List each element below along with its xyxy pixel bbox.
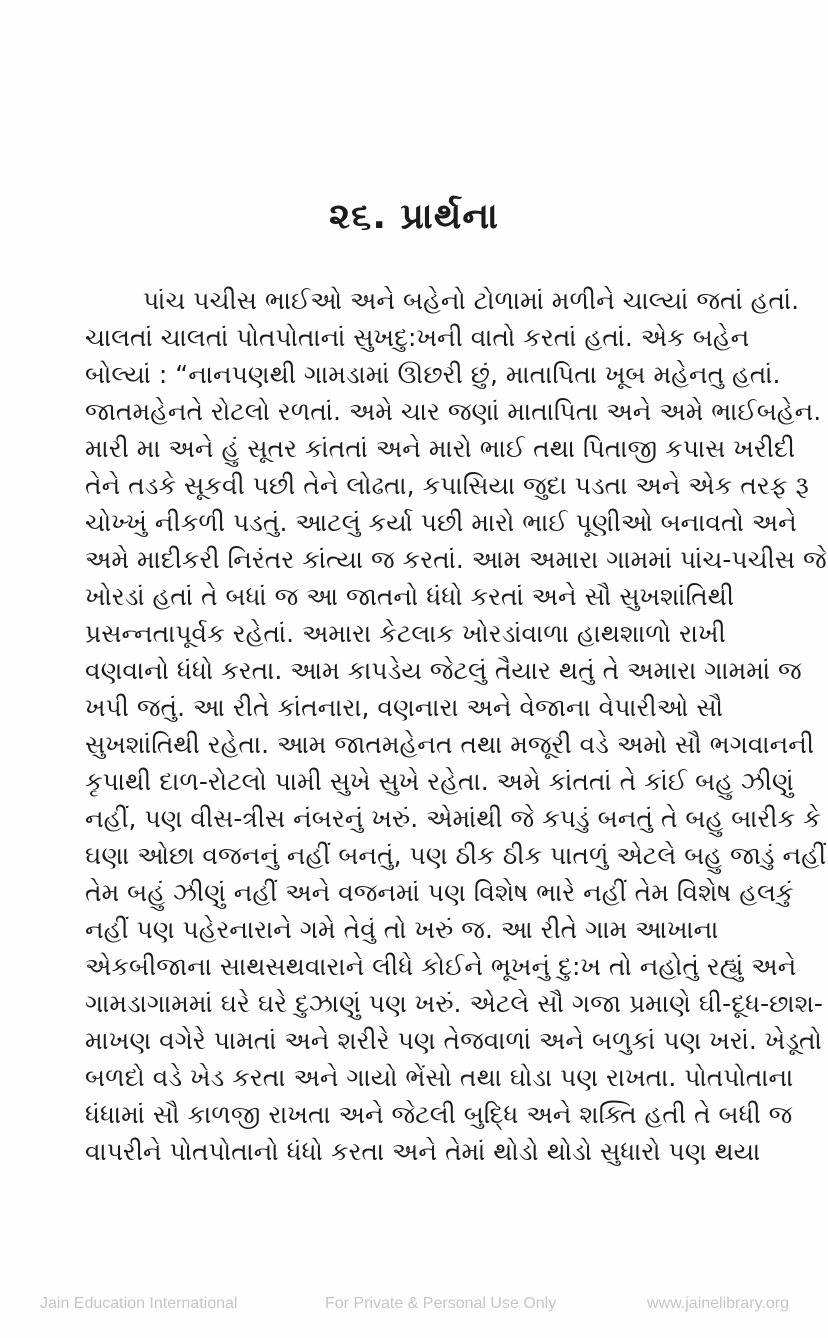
body-line: માખણ વગેરે પામતાં અને શરીરે પણ તેજવાળાં અને બળુકાં પણ ખરાં. ખેડૂતો [85, 1026, 822, 1055]
body-line: બળદો વડે ખેડ કરતા અને ગાયો ભેંસો તથા ઘોડા પણ રાખતા. પોતપોતાના [85, 1063, 794, 1092]
body-line: ધંધામાં સૌ કાળજી રાખતા અને જેટલી બુદ્ધિ અને શક્તિ હતી તે બધી જ [85, 1100, 793, 1129]
body-line: ખપી જતું. આ રીતે કાંતનારા, વણનારા અને વેજાના વેપારીઓ સૌ [85, 693, 724, 722]
body-line: નહીં, પણ વીસ-ત્રીસ નંબરનું ખરું. એમાંથી જે કપડું બનતું તે બહુ બારીક કે [85, 804, 821, 833]
body-line: પ્રસન્નતાપૂર્વક રહેતાં. અમારા કેટલાક ખોરડાંવાળા હાથશાળો રાખી [85, 619, 726, 648]
body-line: વણવાનો ધંધો કરતા. આમ કાપડેય જેટલું તૈયાર થતું તે અમારા ગામમાં જ [85, 656, 802, 685]
body-line: જાતમહેનતે રોટલો રળતાં. અમે ચાર જણાં માતાપિતા અને અમે ભાઈબહેન. [85, 397, 822, 426]
body-line: ચોખ્ખું નીકળી પડતું. આટલું કર્યા પછી મારો ભાઈ પૂણીઓ બનાવતો અને [85, 508, 797, 537]
footer-usage-notice: For Private & Personal Use Only [325, 1295, 557, 1312]
body-line: તેને તડકે સૂકવી પછી તેને લોઢતા, કપાસિયા જુદા પડતા અને એક તરફ રૂ [85, 471, 809, 500]
body-line: ઘણા ઓછા વજનનું નહીં બનતું, પણ ઠીક ઠીક પાતળું એટલે બહુ જાડું નહીં [85, 841, 827, 870]
chapter-body [85, 282, 827, 1170]
body-line: ખોરડાં હતાં તે બધાં જ આ જાતનો ધંધો કરતાં અને સૌ સુખશાંતિથી [85, 582, 734, 611]
body-line: કૃપાથી દાળ-રોટલો પામી સુખે સુખે રહેતા. અમે કાંતતાં તે કાંઈ બહુ ઝીણું [85, 767, 794, 796]
body-line: સુખશાંતિથી રહેતા. આમ જાતમહેનત તથા મજૂરી વડે અમો સૌ ભગવાનની [85, 730, 815, 759]
body-line: ગામડાગામમાં ઘરે ઘરે દુઝાણું પણ ખરું. એટલે સૌ ગજા પ્રમાણે ઘી-દૂધ-છાશ- [85, 989, 823, 1018]
body-line: નહીં પણ પહેરનારાને ગમે તેવું તો ખરું જ. આ રીતે ગામ આખાના [85, 915, 719, 944]
scan-footer [0, 1295, 828, 1313]
body-line: બોલ્યાં : “નાનપણથી ગામડામાં ઊછરી છું, માતાપિતા ખૂબ મહેનતુ હતાં. [85, 360, 781, 389]
body-line: એકબીજાના સાથસથવારાને લીધે કોઈને ભૂખનું દુ:ખ તો નહોતું રહ્યું અને [85, 952, 797, 981]
body-line: પાંચ પચીસ ભાઈઓ અને બહેનો ટોળામાં મળીને ચાલ્યાં જતાં હતાં. [143, 286, 800, 315]
footer-website-link[interactable]: www.jainelibrary.org [647, 1295, 789, 1312]
body-line: અમે માદીકરી નિરંતર કાંત્યા જ કરતાં. આમ અમારા ગામમાં પાંચ-પચીસ જે [85, 545, 827, 574]
body-line: વાપરીને પોતપોતાનો ધંધો કરતા અને તેમાં થોડો થોડો સુધારો પણ થયા [85, 1137, 761, 1166]
body-line: મારી મા અને હું સૂતર કાંતતાં અને મારો ભાઈ તથા પિતાજી કપાસ ખરીદી [85, 434, 796, 463]
chapter-title: ૨૬. પ્રાર્થના [329, 196, 499, 237]
body-line: ચાલતાં ચાલતાં પોતપોતાનાં સુખદુ:ખની વાતો કરતાં હતાં. એક બહેન [85, 323, 750, 352]
footer-publisher: Jain Education International [40, 1295, 238, 1312]
body-line: તેમ બહું ઝીણું નહીં અને વજનમાં પણ વિશેષ ભારે નહીં તેમ વિશેષ હલકું [85, 878, 794, 907]
